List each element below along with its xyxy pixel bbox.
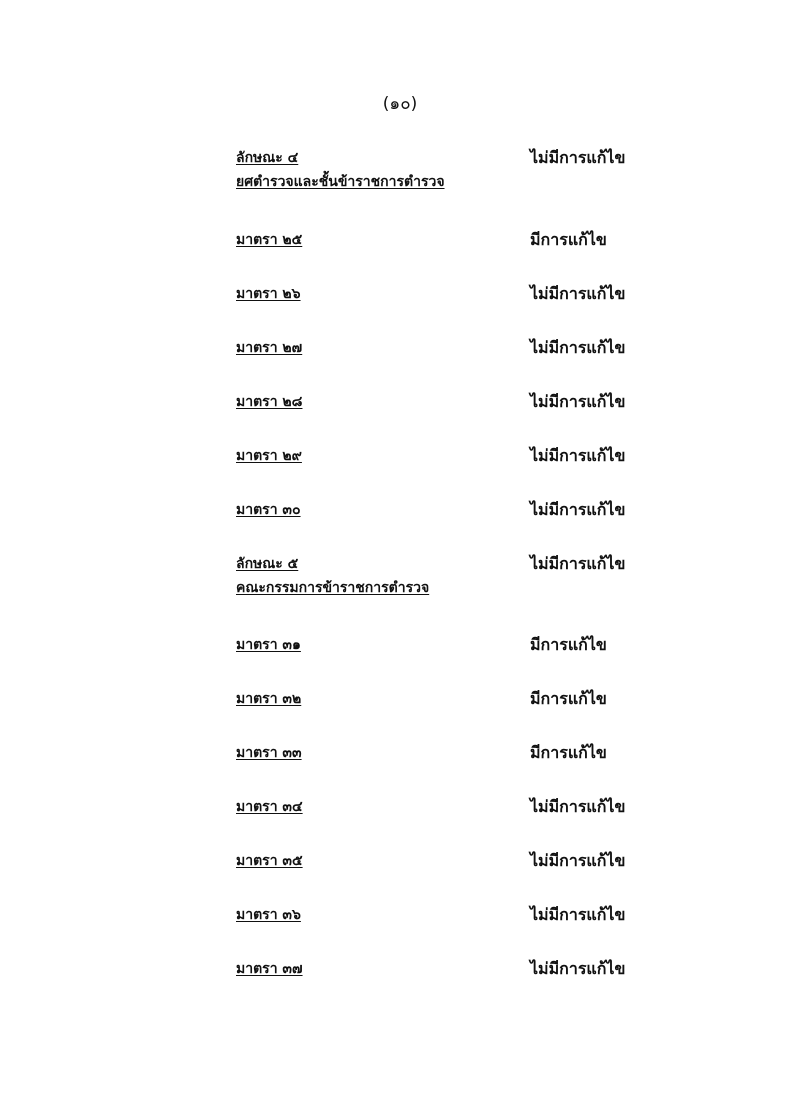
entry-row — [0, 741, 800, 801]
entry-row — [0, 228, 800, 288]
entry-heading — [236, 146, 445, 194]
entry-row — [0, 957, 800, 1017]
entry-label: มาตรา ๒๙ — [236, 448, 302, 464]
entry-label: มาตรา ๒๘ — [236, 394, 303, 410]
entry-label: มาตรา ๒๕ — [236, 232, 303, 248]
entry-row — [0, 336, 800, 396]
entry-status: มีการแก้ไข — [530, 230, 607, 249]
page-number: (๑๐) — [382, 94, 418, 114]
entry-sublabel: คณะกรรมการข้าราชการตำรวจ — [236, 580, 430, 596]
entry-label: มาตรา ๒๗ — [236, 340, 303, 356]
entry-label: มาตรา ๓๐ — [236, 502, 301, 518]
entry-label: มาตรา ๓๕ — [236, 853, 303, 869]
entry-status: ไม่มีการแก้ไข — [530, 500, 626, 519]
entry-label: มาตรา ๒๖ — [236, 286, 301, 302]
entry-row — [0, 903, 800, 963]
entry-label: มาตรา ๓๖ — [236, 907, 301, 923]
entry-row — [0, 444, 800, 504]
entry-sublabel: ยศตำรวจและชั้นข้าราชการตำรวจ — [236, 174, 445, 190]
entry-label: มาตรา ๓๗ — [236, 961, 303, 977]
entry-status: ไม่มีการแก้ไข — [530, 959, 626, 978]
entry-row — [0, 795, 800, 855]
entry-status: ไม่มีการแก้ไข — [530, 851, 626, 870]
entry-label: มาตรา ๓๑ — [236, 637, 301, 653]
entry-status: ไม่มีการแก้ไข — [530, 338, 626, 357]
entry-status: ไม่มีการแก้ไข — [530, 797, 626, 816]
entry-row — [0, 282, 800, 342]
entry-status: ไม่มีการแก้ไข — [530, 392, 626, 411]
entry-status: มีการแก้ไข — [530, 689, 607, 708]
entry-row — [0, 390, 800, 450]
entry-row — [0, 146, 800, 206]
entry-row — [0, 849, 800, 909]
entry-status: มีการแก้ไข — [530, 743, 607, 762]
entry-row — [0, 552, 800, 612]
entry-label: มาตรา ๓๓ — [236, 745, 302, 761]
entry-status: ไม่มีการแก้ไข — [530, 148, 626, 167]
entry-label: มาตรา ๓๔ — [236, 799, 303, 815]
entry-row — [0, 687, 800, 747]
entry-status: ไม่มีการแก้ไข — [530, 554, 626, 573]
entry-label: มาตรา ๓๒ — [236, 691, 302, 707]
entry-status: ไม่มีการแก้ไข — [530, 446, 626, 465]
entry-label: ลักษณะ ๕ — [236, 556, 299, 572]
entry-status: ไม่มีการแก้ไข — [530, 284, 626, 303]
entry-row — [0, 498, 800, 558]
entry-label: ลักษณะ ๔ — [236, 150, 299, 166]
entry-row — [0, 633, 800, 693]
entry-status: ไม่มีการแก้ไข — [530, 905, 626, 924]
entry-status: มีการแก้ไข — [530, 635, 607, 654]
entry-heading — [236, 552, 429, 600]
